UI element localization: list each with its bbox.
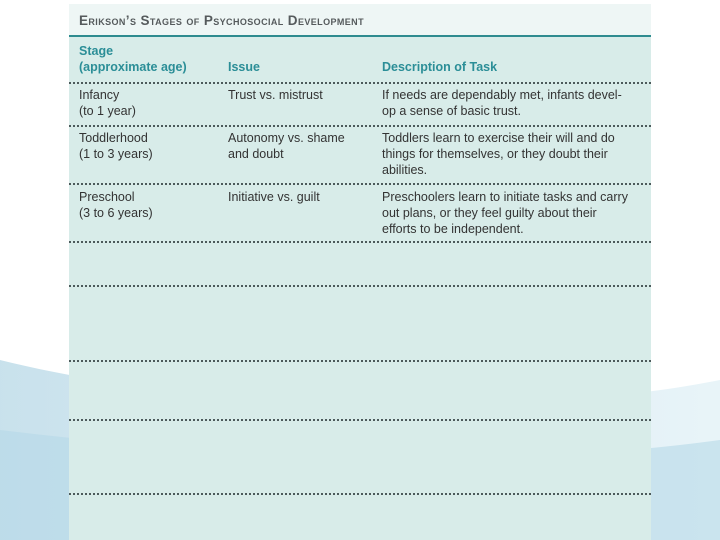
header-issue: Issue bbox=[228, 60, 260, 74]
task-line: Toddlers learn to exercise their will and do bbox=[382, 131, 615, 145]
header-description: Description of Task bbox=[382, 60, 498, 74]
header-stage-line1: Stage bbox=[79, 44, 114, 58]
task-line: op a sense of basic trust. bbox=[382, 104, 521, 118]
issue-line: Trust vs. mistrust bbox=[228, 88, 323, 102]
row-divider bbox=[69, 419, 651, 421]
stage-cell bbox=[79, 87, 219, 119]
task-cell bbox=[382, 87, 644, 119]
task-line: If needs are dependably met, infants devel- bbox=[382, 88, 622, 102]
issue-cell bbox=[228, 130, 378, 162]
row-divider bbox=[69, 493, 651, 495]
row-divider bbox=[69, 285, 651, 287]
table-row bbox=[69, 87, 651, 125]
issue-cell bbox=[228, 189, 378, 205]
task-line: Preschoolers learn to initiate tasks and carry bbox=[382, 190, 628, 204]
erikson-table bbox=[69, 4, 651, 540]
task-line: things for themselves, or they doubt their bbox=[382, 147, 608, 161]
issue-line: and doubt bbox=[228, 147, 284, 161]
table-row bbox=[69, 189, 651, 241]
stage-cell bbox=[79, 130, 219, 162]
row-divider bbox=[69, 241, 651, 243]
row-divider bbox=[69, 360, 651, 362]
row-divider bbox=[69, 183, 651, 185]
task-cell bbox=[382, 189, 644, 237]
stage-name: Infancy bbox=[79, 88, 120, 102]
row-divider bbox=[69, 82, 651, 84]
task-line: efforts to be independent. bbox=[382, 222, 524, 236]
row-divider bbox=[69, 125, 651, 127]
table-row bbox=[69, 130, 651, 182]
stage-name: Preschool bbox=[79, 190, 135, 204]
task-line: out plans, or they feel guilty about their bbox=[382, 206, 597, 220]
header-stage bbox=[79, 43, 187, 75]
stage-age: (1 to 3 years) bbox=[79, 147, 153, 161]
issue-cell bbox=[228, 87, 378, 103]
stage-name: Toddlerhood bbox=[79, 131, 148, 145]
table-title: Erikson’s Stages of Psychosocial Development bbox=[79, 13, 364, 28]
table-title-bar bbox=[69, 4, 651, 37]
issue-line: Initiative vs. guilt bbox=[228, 190, 320, 204]
stage-age: (to 1 year) bbox=[79, 104, 136, 118]
table-header-row bbox=[69, 41, 651, 81]
task-line: abilities. bbox=[382, 163, 428, 177]
stage-cell bbox=[79, 189, 219, 221]
header-stage-line2: (approximate age) bbox=[79, 60, 187, 74]
issue-line: Autonomy vs. shame bbox=[228, 131, 345, 145]
stage-age: (3 to 6 years) bbox=[79, 206, 153, 220]
task-cell bbox=[382, 130, 644, 178]
